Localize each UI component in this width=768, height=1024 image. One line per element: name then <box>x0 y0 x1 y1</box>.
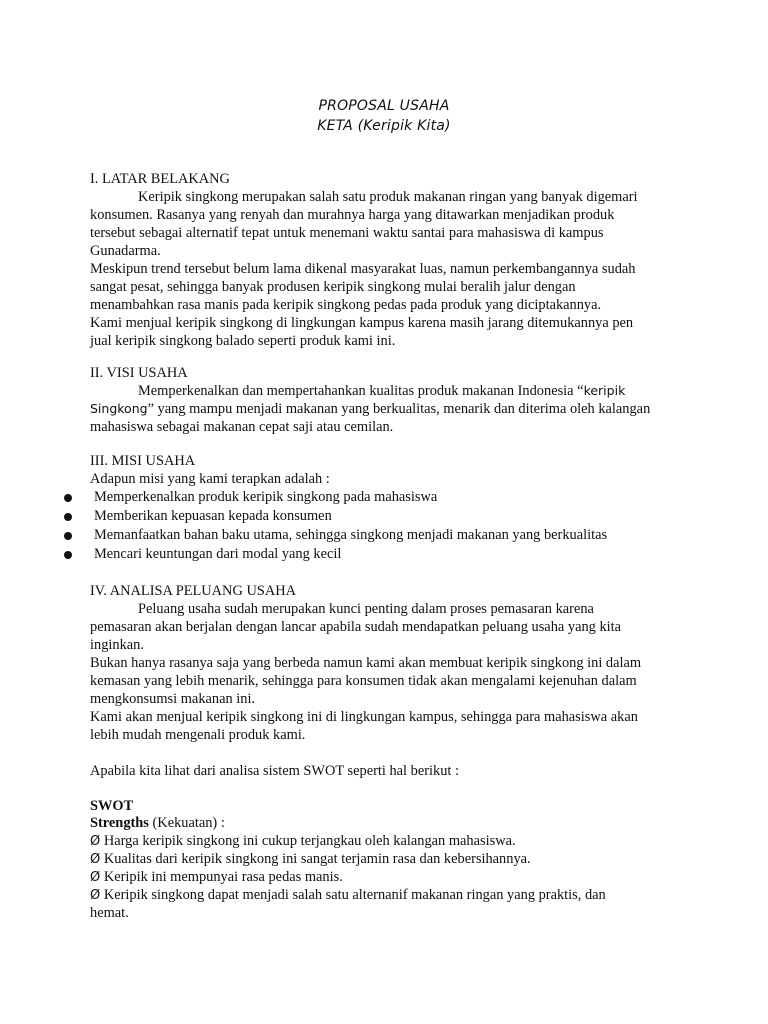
paragraph-line: lebih mudah mengenali produk kami. <box>90 727 306 743</box>
list-item: Memberikan kepuasan kepada konsumen <box>94 508 332 524</box>
list-item: Memanfaatkan bahan baku utama, sehingga singkong menjadi makanan yang berkualitas <box>94 527 608 543</box>
swot-item <box>90 832 516 851</box>
strengths-label-line <box>90 814 225 832</box>
bullet-icon <box>64 551 72 559</box>
list-item: Memperkenalkan produk keripik singkong pada mahasiswa <box>94 489 438 505</box>
visi-text-rest: ” yang mampu menjadi makanan yang berkualitas, menarik dan diterima oleh kalangan <box>147 401 651 417</box>
bullet-icon <box>64 532 72 540</box>
paragraph-line: sangat pesat, sehingga banyak produsen keripik singkong mulai beralih jalur dengan <box>90 279 576 295</box>
swot-item-text: Harga keripik singkong ini cukup terjangkau oleh kalangan mahasiswa. <box>100 833 516 849</box>
swot-item <box>90 850 531 869</box>
paragraph-line <box>90 400 650 418</box>
swot-item <box>90 886 606 905</box>
paragraph-line: Kami menjual keripik singkong di lingkungan kampus karena masih jarang ditemukannya pen <box>90 315 634 331</box>
section-heading-visi-usaha: II. VISI USAHA <box>90 365 188 381</box>
swot-heading: SWOT <box>90 798 134 814</box>
swot-item <box>90 868 343 887</box>
arrow-bullet-icon: Ø <box>90 888 101 903</box>
visi-text-keripik: keripik <box>583 383 626 398</box>
arrow-bullet-icon: Ø <box>90 870 101 885</box>
list-item: Mencari keuntungan dari modal yang kecil <box>94 546 342 562</box>
arrow-bullet-icon: Ø <box>90 834 101 849</box>
paragraph-line: pemasaran akan berjalan dengan lancar apabila sudah mendapatkan peluang usaha yang kita <box>90 619 622 635</box>
paragraph-line <box>138 382 625 400</box>
swot-item-text: Keripik singkong dapat menjadi salah satu alternanif makanan ringan yang praktis, dan <box>100 887 606 903</box>
paragraph-line: kemasan yang lebih menarik, sehingga para konsumen tidak akan mengalami kejenuhan dalam <box>90 673 637 689</box>
paragraph-line: Meskipun trend tersebut belum lama dikenal masyarakat luas, namun perkembangannya sudah <box>90 261 636 277</box>
paragraph-line: Keripik singkong merupakan salah satu produk makanan ringan yang banyak digemari <box>138 189 638 205</box>
paragraph-line: Bukan hanya rasanya saja yang berbeda namun kami akan membuat keripik singkong ini dalam <box>90 655 642 671</box>
paragraph-line: jual keripik singkong balado seperti produk kami ini. <box>90 333 396 349</box>
arrow-bullet-icon: Ø <box>90 852 101 867</box>
strengths-suffix: (Kekuatan) : <box>148 815 225 831</box>
swot-item-text: Kualitas dari keripik singkong ini sangat terjamin rasa dan kebersihannya. <box>100 851 531 867</box>
section-heading-analisa-peluang: IV. ANALISA PELUANG USAHA <box>90 583 297 599</box>
paragraph-line: mengkonsumsi makanan ini. <box>90 691 256 707</box>
section-heading-latar-belakang: I. LATAR BELAKANG <box>90 171 230 187</box>
section-heading-misi-usaha: III. MISI USAHA <box>90 453 196 469</box>
paragraph-line: tersebut sebagai alternatif tepat untuk menemani waktu santai para mahasiswa di kampus <box>90 225 604 241</box>
visi-text-singkong: Singkong <box>90 401 148 416</box>
swot-item-text: Keripik ini mempunyai rasa pedas manis. <box>100 869 343 885</box>
swot-item-continuation: hemat. <box>90 905 129 921</box>
document-title: PROPOSAL USAHA <box>318 98 450 114</box>
paragraph-line: inginkan. <box>90 637 144 653</box>
document-subtitle: KETA (Keripik Kita) <box>317 118 451 134</box>
paragraph-line: Kami akan menjual keripik singkong ini di lingkungan kampus, sehingga para mahasiswa akan <box>90 709 638 725</box>
paragraph-line: Peluang usaha sudah merupakan kunci penting dalam proses pemasaran karena <box>138 601 594 617</box>
paragraph-line: menambahkan rasa manis pada keripik singkong pedas pada produk yang diciptakannya. <box>90 297 602 313</box>
paragraph-line: mahasiswa sebagai makanan cepat saji atau cemilan. <box>90 419 394 435</box>
paragraph-line: Gunadarma. <box>90 243 161 259</box>
strengths-label: Strengths <box>90 815 149 831</box>
paragraph-line: konsumen. Rasanya yang renyah dan murahnya harga yang ditawarkan menjadikan produk <box>90 207 615 223</box>
bullet-icon <box>64 494 72 502</box>
misi-intro: Adapun misi yang kami terapkan adalah : <box>90 471 330 487</box>
bullet-icon <box>64 513 72 521</box>
swot-intro: Apabila kita lihat dari analisa sistem SWOT seperti hal berikut : <box>90 763 459 779</box>
visi-text-start: Memperkenalkan dan mempertahankan kualitas produk makanan Indonesia “ <box>138 383 584 399</box>
